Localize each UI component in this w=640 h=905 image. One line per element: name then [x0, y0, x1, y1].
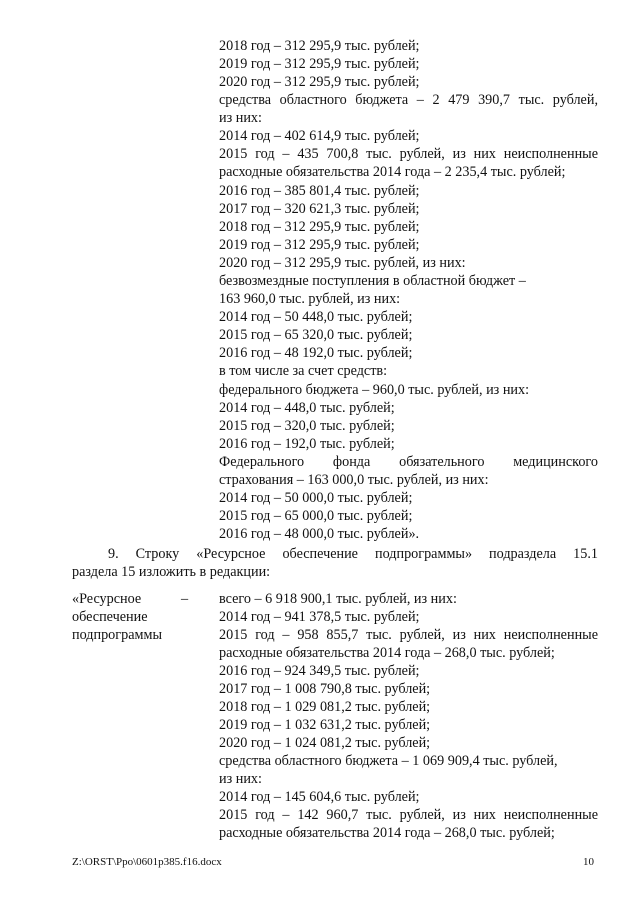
text-line: федерального бюджета – 960,0 тыс. рублей, из них:: [219, 382, 530, 398]
text-line: 2015 год – 958 855,7 тыс. рублей, из них неисполненные: [219, 627, 598, 643]
text-line: 2019 год – 312 295,9 тыс. рублей;: [219, 237, 420, 253]
text-line: 2015 год – 320,0 тыс. рублей;: [219, 418, 395, 434]
footer-file-path: Z:\ORST\Ppo\0601p385.f16.docx: [72, 856, 222, 868]
label-line: подпрограммы: [72, 627, 162, 643]
paragraph-line: раздела 15 изложить в редакции:: [72, 564, 271, 580]
text-line: 2014 год – 50 448,0 тыс. рублей;: [219, 309, 413, 325]
text-line: 163 960,0 тыс. рублей, из них:: [219, 291, 401, 307]
footer-page-number: 10: [583, 856, 594, 868]
text-line: расходные обязательства 2014 года – 268,0 тыс. рублей;: [219, 825, 555, 841]
text-line: 2018 год – 1 029 081,2 тыс. рублей;: [219, 699, 431, 715]
text-line: безвозмездные поступления в областной бюджет –: [219, 273, 526, 289]
text-line: 2018 год – 312 295,9 тыс. рублей;: [219, 38, 420, 54]
text-line: 2014 год – 941 378,5 тыс. рублей;: [219, 609, 420, 625]
label-line: «Ресурсное: [72, 591, 142, 607]
text-line: 2015 год – 142 960,7 тыс. рублей, из них неисполненные: [219, 807, 598, 823]
text-line: 2019 год – 312 295,9 тыс. рублей;: [219, 56, 420, 72]
text-line: расходные обязательства 2014 года – 2 235,4 тыс. рублей;: [219, 164, 566, 180]
text-line: расходные обязательства 2014 года – 268,0 тыс. рублей;: [219, 645, 555, 661]
text-line: 2014 год – 145 604,6 тыс. рублей;: [219, 789, 420, 805]
text-line: 2020 год – 312 295,9 тыс. рублей, из них:: [219, 255, 466, 271]
text-line: 2016 год – 192,0 тыс. рублей;: [219, 436, 395, 452]
label-line: обеспечение: [72, 609, 148, 625]
text-line: 2018 год – 312 295,9 тыс. рублей;: [219, 219, 420, 235]
text-line: 2017 год – 1 008 790,8 тыс. рублей;: [219, 681, 431, 697]
text-line: 2020 год – 1 024 081,2 тыс. рублей;: [219, 735, 431, 751]
text-line: Федерального фонда обязательного медицинского: [219, 454, 598, 470]
text-line: 2016 год – 385 801,4 тыс. рублей;: [219, 183, 420, 199]
text-line: всего – 6 918 900,1 тыс. рублей, из них:: [219, 591, 457, 607]
text-line: 2014 год – 448,0 тыс. рублей;: [219, 400, 395, 416]
text-line: 2014 год – 50 000,0 тыс. рублей;: [219, 490, 413, 506]
text-line: 2017 год – 320 621,3 тыс. рублей;: [219, 201, 420, 217]
text-line: из них:: [219, 771, 262, 787]
text-line: страхования – 163 000,0 тыс. рублей, из них:: [219, 472, 489, 488]
text-line: средства областного бюджета – 2 479 390,7 тыс. рублей,: [219, 92, 598, 108]
text-line: 2016 год – 48 000,0 тыс. рублей».: [219, 526, 420, 542]
text-line: 2016 год – 48 192,0 тыс. рублей;: [219, 345, 413, 361]
text-line: 2015 год – 435 700,8 тыс. рублей, из них неисполненные: [219, 146, 598, 162]
text-line: 2015 год – 65 000,0 тыс. рублей;: [219, 508, 413, 524]
text-line: в том числе за счет средств:: [219, 363, 388, 379]
text-line: 2016 год – 924 349,5 тыс. рублей;: [219, 663, 420, 679]
text-line: 2015 год – 65 320,0 тыс. рублей;: [219, 327, 413, 343]
text-line: 2014 год – 402 614,9 тыс. рублей;: [219, 128, 420, 144]
label-dash: –: [181, 591, 189, 607]
text-line: средства областного бюджета – 1 069 909,4 тыс. рублей,: [219, 753, 558, 769]
text-line: из них:: [219, 110, 262, 126]
paragraph-line: 9. Строку «Ресурсное обеспечение подпрограммы» подраздела 15.1: [108, 546, 598, 562]
text-line: 2019 год – 1 032 631,2 тыс. рублей;: [219, 717, 431, 733]
text-line: 2020 год – 312 295,9 тыс. рублей;: [219, 74, 420, 90]
